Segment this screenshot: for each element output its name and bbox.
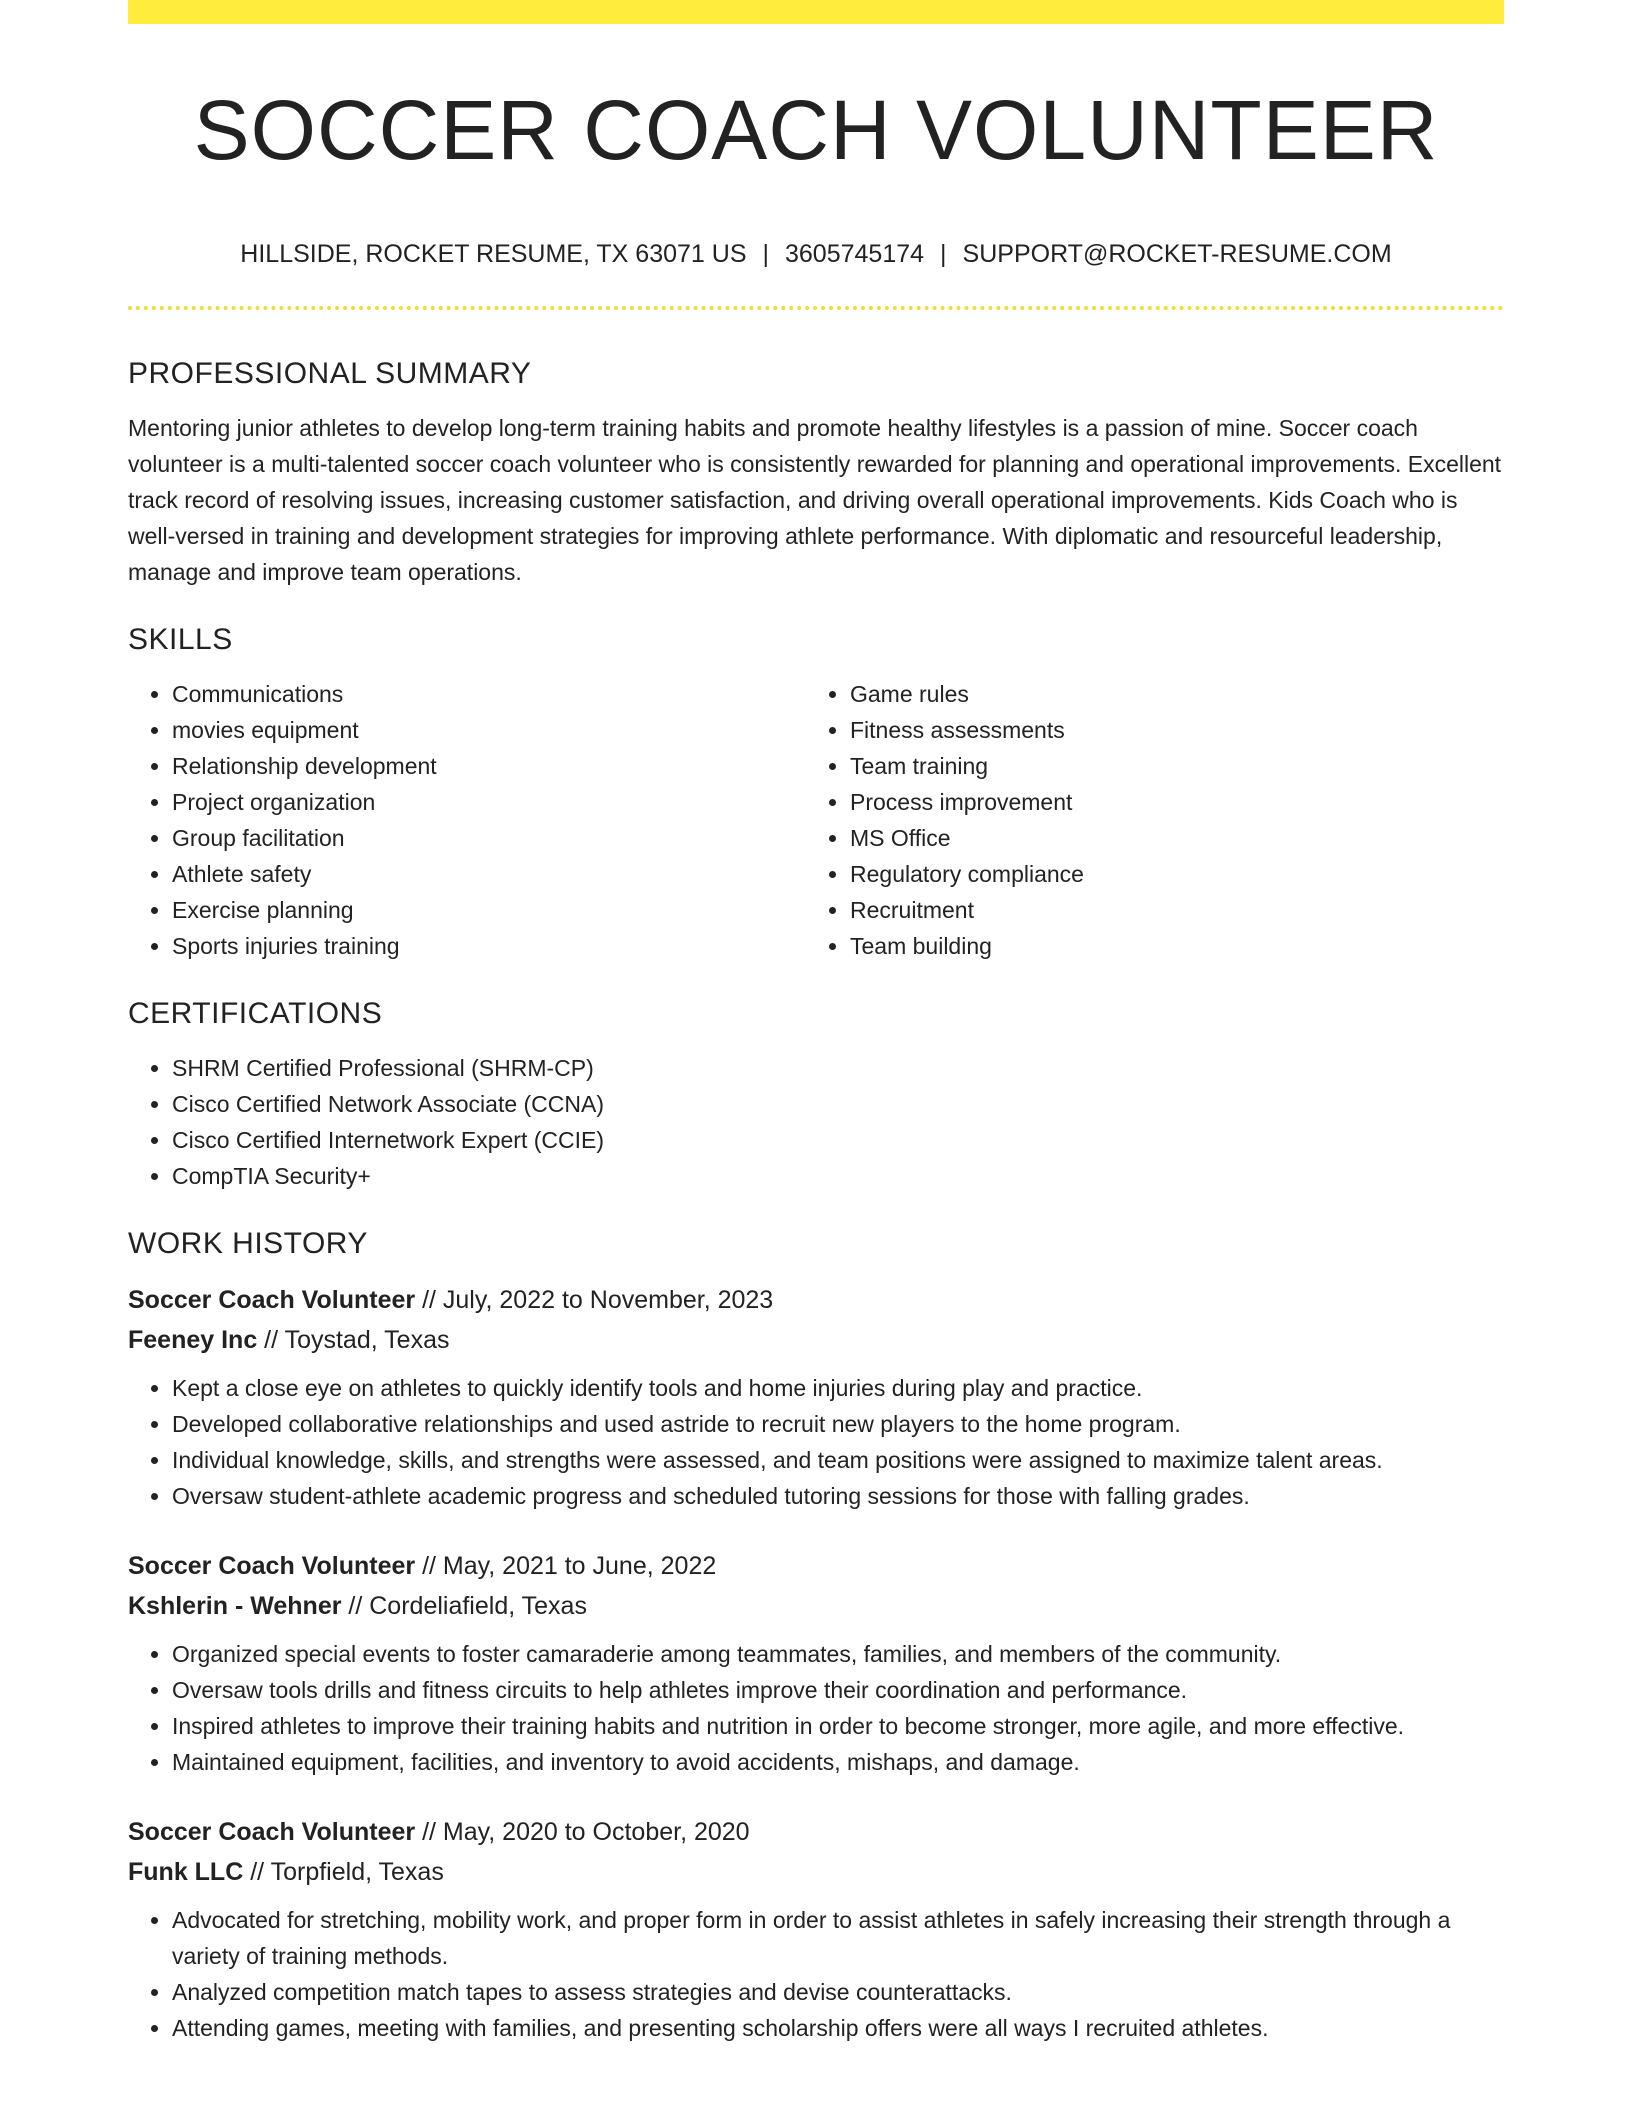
skills-list-left	[128, 676, 806, 964]
summary-section	[128, 352, 1504, 590]
job-bullet: • Developed collaborative relationships and used astride to recruit new players to the home program.	[172, 1406, 1504, 1442]
summary-text: Mentoring junior athletes to develop long-term training habits and promote healthy lifestyles is a passion of mine. Soccer coach volunteer is a multi-talented soccer coach volunteer who is consistently rewarded for planning and operational improvements. Excellent track record of resolving issues, increasing customer satisfaction, and driving overall operational improvements. Kids Coach who is well-versed in training and development strategies for improving athlete performance. With diplomatic and resourceful leadership, manage and improve team operations.	[128, 415, 1502, 585]
skill-item: • Regulatory compliance	[850, 856, 1484, 892]
contact-separator: |	[762, 240, 769, 268]
job-title-line	[128, 1546, 1504, 1586]
certifications-list	[128, 1050, 1504, 1194]
job-bullet: • Oversaw tools drills and fitness circuits to help athletes improve their coordination and performance.	[172, 1672, 1504, 1708]
job-bullet: • Organized special events to foster camaraderie among teammates, families, and members of the community.	[172, 1636, 1504, 1672]
skill-item: • MS Office	[850, 820, 1484, 856]
skill-item: • movies equipment	[172, 712, 806, 748]
skill-item: • Team training	[850, 748, 1484, 784]
job-bullet: • Analyzed competition match tapes to assess strategies and devise counterattacks.	[172, 1974, 1504, 2010]
job-company-line	[128, 1586, 1504, 1626]
skill-item: • Group facilitation	[172, 820, 806, 856]
skill-item: • Project organization	[172, 784, 806, 820]
contact-line	[128, 236, 1504, 272]
job-title: Soccer Coach Volunteer	[128, 1818, 416, 1846]
job-bullet: • Oversaw student-athlete academic progress and scheduled tutoring sessions for those with falling grades.	[172, 1478, 1504, 1514]
skill-item: • Communications	[172, 676, 806, 712]
job-company: Feeney Inc	[128, 1326, 258, 1354]
job-bullet: • Kept a close eye on athletes to quickly identify tools and home injuries during play and practice.	[172, 1370, 1504, 1406]
job-dates: // May, 2020 to October, 2020	[415, 1818, 750, 1846]
certifications-section	[128, 992, 1504, 1194]
work-history-section	[128, 1222, 1504, 2046]
accent-bar	[128, 0, 1504, 24]
skills-section	[128, 618, 1504, 964]
skills-columns	[128, 676, 1504, 964]
job-dates: // May, 2021 to June, 2022	[415, 1552, 717, 1580]
certification-item: • Cisco Certified Network Associate (CCNA)	[172, 1086, 1504, 1122]
job-bullet: • Advocated for stretching, mobility work, and proper form in order to assist athletes in safely increasing their strength through a variety of training methods.	[172, 1902, 1504, 1974]
job-location: // Toystad, Texas	[257, 1326, 450, 1354]
skill-item: • Fitness assessments	[850, 712, 1484, 748]
page-title: SOCCER COACH VOLUNTEER	[193, 83, 1439, 177]
certification-item: • SHRM Certified Professional (SHRM-CP)	[172, 1050, 1504, 1086]
job-entry	[128, 1280, 1504, 1514]
job-company-line	[128, 1320, 1504, 1360]
job-title: Soccer Coach Volunteer	[128, 1552, 416, 1580]
contact-separator: |	[940, 240, 947, 268]
job-bullets	[128, 1636, 1504, 1780]
skill-item: • Sports injuries training	[172, 928, 806, 964]
job-dates: // July, 2022 to November, 2023	[415, 1286, 774, 1314]
job-entry	[128, 1546, 1504, 1780]
certification-item: • Cisco Certified Internetwork Expert (CCIE)	[172, 1122, 1504, 1158]
job-bullets	[128, 1370, 1504, 1514]
dotted-divider	[128, 306, 1504, 310]
section-heading: CERTIFICATIONS	[128, 997, 383, 1030]
job-title: Soccer Coach Volunteer	[128, 1286, 416, 1314]
resume-content	[128, 352, 1504, 2046]
skills-list-right	[806, 676, 1484, 964]
job-entry	[128, 1812, 1504, 2046]
job-title-line	[128, 1280, 1504, 1320]
skill-item: • Relationship development	[172, 748, 806, 784]
section-heading: SKILLS	[128, 623, 233, 656]
address: HILLSIDE, ROCKET RESUME, TX 63071 US	[240, 240, 747, 268]
skill-item: • Team building	[850, 928, 1484, 964]
skill-item: • Recruitment	[850, 892, 1484, 928]
email[interactable]: SUPPORT@ROCKET-RESUME.COM	[962, 240, 1392, 268]
certification-item: • CompTIA Security+	[172, 1158, 1504, 1194]
skill-item: • Exercise planning	[172, 892, 806, 928]
phone: 3605745174	[785, 240, 925, 268]
job-company: Funk LLC	[128, 1858, 244, 1886]
job-company-line	[128, 1852, 1504, 1892]
job-company: Kshlerin - Wehner	[128, 1592, 342, 1620]
job-bullet: • Attending games, meeting with families, and presenting scholarship offers were all ways I recruited athletes.	[172, 2010, 1504, 2046]
skill-item: • Game rules	[850, 676, 1484, 712]
job-bullet: • Maintained equipment, facilities, and inventory to avoid accidents, mishaps, and damage.	[172, 1744, 1504, 1780]
section-heading: WORK HISTORY	[128, 1227, 368, 1260]
job-bullet: • Inspired athletes to improve their training habits and nutrition in order to become stronger, more agile, and more effective.	[172, 1708, 1504, 1744]
section-heading: PROFESSIONAL SUMMARY	[128, 357, 532, 390]
job-location: // Torpfield, Texas	[243, 1858, 444, 1886]
job-title-line	[128, 1812, 1504, 1852]
skill-item: • Process improvement	[850, 784, 1484, 820]
job-bullet: • Individual knowledge, skills, and strengths were assessed, and team positions were assigned to maximize talent areas.	[172, 1442, 1504, 1478]
skill-item: • Athlete safety	[172, 856, 806, 892]
job-bullets	[128, 1902, 1504, 2046]
job-location: // Cordeliafield, Texas	[341, 1592, 587, 1620]
